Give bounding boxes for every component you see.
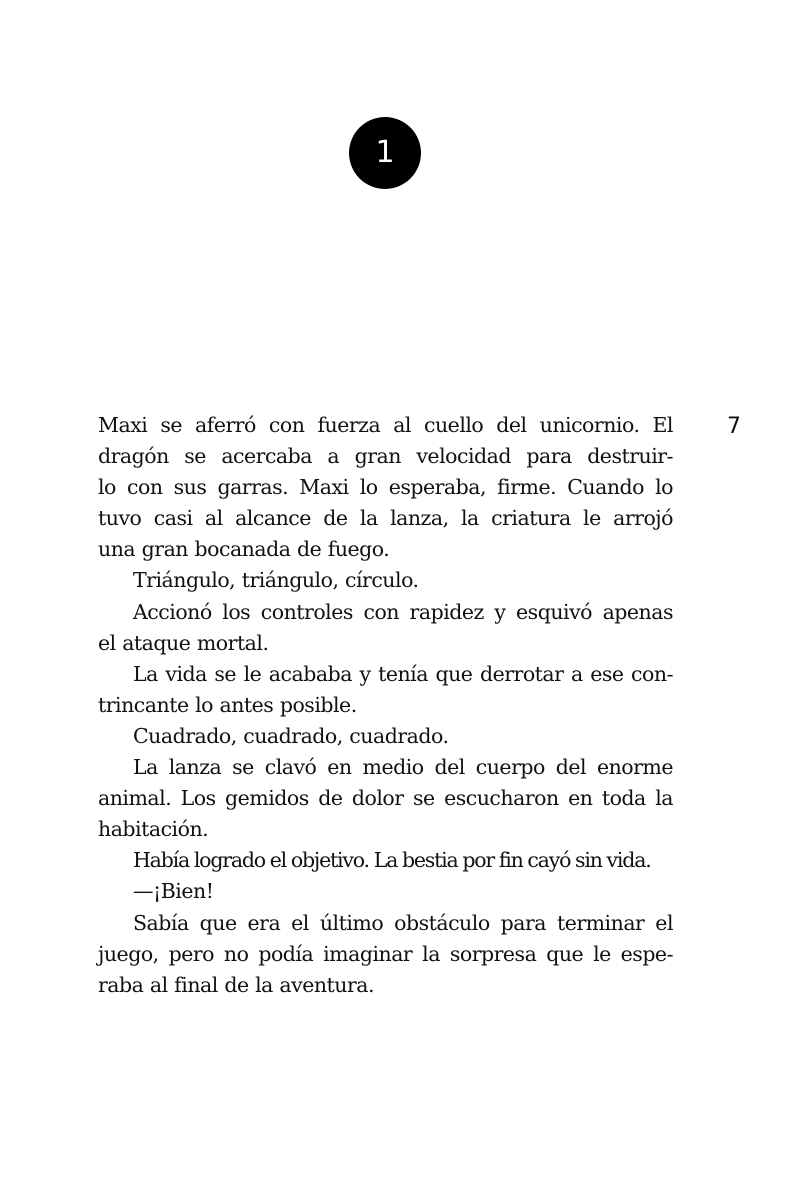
chapter-number: 1: [375, 135, 395, 170]
text-line: animal. Los gemidos de dolor se escucharon en toda la: [98, 786, 673, 811]
page-number: 7: [727, 414, 741, 439]
text-line: Había logrado el objetivo. La bestia por fin cayó sin vida.: [133, 848, 651, 873]
text-line: juego, pero no podía imaginar la sorpresa que le espe-: [98, 941, 673, 966]
text-line: una gran bocanada de fuego.: [98, 537, 390, 562]
chapter-body-text: [98, 410, 673, 1001]
text-line: —¡Bien!: [133, 879, 214, 904]
text-line: Triángulo, triángulo, círculo.: [133, 568, 419, 593]
text-line: Accionó los controles con rapidez y esquivó apenas: [133, 599, 673, 624]
text-line: Sabía que era el último obstáculo para terminar el: [133, 910, 673, 935]
text-line: habitación.: [98, 817, 209, 842]
text-line: lo con sus garras. Maxi lo esperaba, firme. Cuando lo: [98, 475, 673, 500]
text-line: La vida se le acababa y tenía que derrotar a ese con-: [133, 661, 673, 686]
text-line: el ataque mortal.: [98, 630, 269, 655]
text-line: La lanza se clavó en medio del cuerpo del enorme: [133, 755, 673, 780]
text-line: trincante lo antes posible.: [98, 692, 357, 717]
text-line: Maxi se aferró con fuerza al cuello del unicornio. El: [98, 413, 673, 437]
text-line: tuvo casi al alcance de la lanza, la criatura le arrojó: [98, 506, 673, 531]
text-line: dragón se acercaba a gran velocidad para destruir-: [98, 444, 673, 469]
text-line: Cuadrado, cuadrado, cuadrado.: [133, 723, 449, 748]
chapter-number-badge: [349, 117, 421, 189]
text-line: raba al final de la aventura.: [98, 972, 375, 997]
